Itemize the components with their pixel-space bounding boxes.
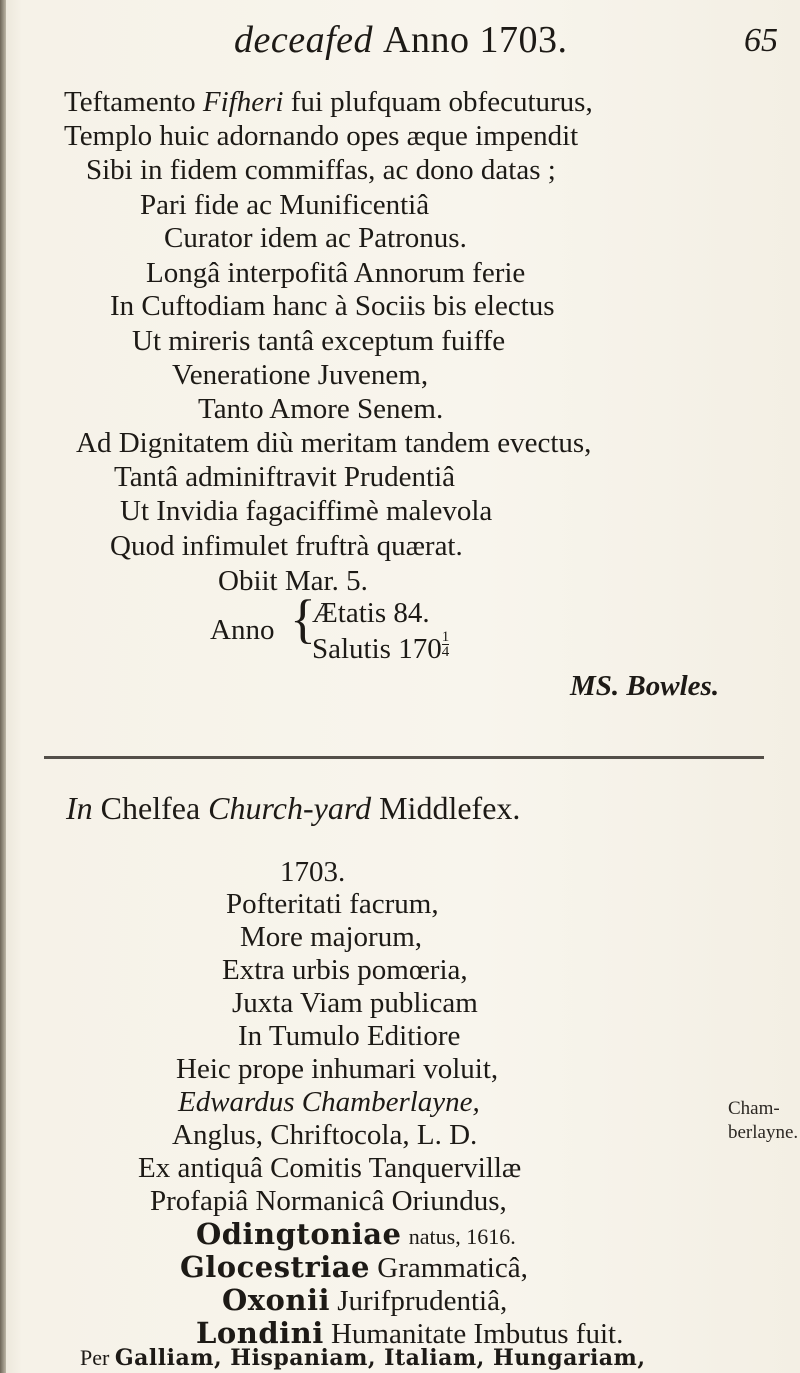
anno-label: Anno bbox=[210, 614, 275, 646]
epitaph-line-13: Ut Invidia fagaciffimè malevola bbox=[120, 495, 493, 527]
epitaph-line-12: Tantâ adminiftravit Prudentiâ bbox=[114, 461, 456, 493]
section-heading: In Chelfea Church-yard Middlefex. bbox=[66, 790, 521, 826]
page-number: 65 bbox=[744, 22, 778, 59]
aetatis-line: Ætatis 84. bbox=[312, 597, 430, 629]
epitaph-line-10: Tanto Amore Senem. bbox=[198, 393, 444, 425]
inscription-line-4: Juxta Viam publicam bbox=[232, 987, 478, 1019]
inscription-line-3: Extra urbis pomœria, bbox=[222, 954, 468, 986]
epitaph-line-6: Longâ interpofitâ Annorum ferie bbox=[146, 257, 526, 289]
epitaph-line-3: Sibi in fidem commiffas, ac dono datas ; bbox=[86, 154, 556, 186]
inscription-line-5: In Tumulo Editiore bbox=[238, 1020, 461, 1052]
inscription-line-12: Glocestriae Grammaticâ, bbox=[180, 1250, 528, 1284]
margin-note-line-1: Cham- bbox=[728, 1098, 780, 1119]
epitaph-line-4: Pari fide ac Munificentiâ bbox=[140, 189, 430, 221]
epitaph-line-5: Curator idem ac Patronus. bbox=[164, 222, 467, 254]
inscription-line-9: Ex antiquâ Comitis Tanquervillæ bbox=[138, 1152, 522, 1184]
section-divider bbox=[44, 756, 764, 759]
inscription-line-15: Per Galliam, Hispaniam, Italiam, Hungariam, bbox=[80, 1345, 646, 1371]
salutis-line: Salutis 170 $\frac{1}{4}$ bbox=[312, 629, 450, 665]
epitaph-line-1: Teftamento Fifheri fui plufquam obfecuturus, bbox=[64, 86, 593, 118]
inscription-line-11: Odingtoniae natus, 1616. bbox=[196, 1217, 516, 1251]
curly-brace-icon: { bbox=[290, 589, 316, 649]
fraction: $\frac{1}{4}$ bbox=[441, 629, 450, 660]
epitaph-line-8: Ut mireris tantâ exceptum fuiffe bbox=[132, 325, 506, 357]
inscription-line-14: Londini Humanitate Imbutus fuit. bbox=[196, 1316, 624, 1350]
epitaph-line-15: Obiit Mar. 5. bbox=[218, 565, 368, 597]
book-spine-shadow bbox=[0, 0, 6, 1373]
inscription-line-2: More majorum, bbox=[240, 921, 423, 953]
inscription-line-8: Anglus, Chriftocola, L. D. bbox=[172, 1119, 478, 1151]
running-head bbox=[0, 18, 800, 68]
epitaph-line-7: In Cuftodiam hanc à Sociis bis electus bbox=[110, 290, 555, 322]
inscription-year: 1703. bbox=[280, 856, 346, 888]
running-head-year: Anno 1703. bbox=[383, 19, 568, 61]
epitaph-line-2: Templo huic adornando opes æque impendit bbox=[64, 120, 579, 152]
margin-note-line-2: berlayne. bbox=[728, 1122, 799, 1143]
inscription-line-7: Edwardus Chamberlayne, bbox=[178, 1086, 480, 1118]
inscription-line-13: Oxonii Jurifprudentiâ, bbox=[222, 1283, 508, 1317]
inscription-line-1: Pofteritati facrum, bbox=[226, 888, 439, 920]
epitaph-line-14: Quod infimulet fruftrà quærat. bbox=[110, 530, 463, 562]
inscription-line-10: Profapiâ Normanicâ Oriundus, bbox=[150, 1185, 507, 1217]
inscription-line-6: Heic prope inhumari voluit, bbox=[176, 1053, 499, 1085]
running-head-italic: deceafed bbox=[234, 19, 374, 61]
epitaph-line-11: Ad Dignitatem diù meritam tandem evectus, bbox=[76, 427, 592, 459]
epitaph-line-9: Veneratione Juvenem, bbox=[172, 359, 429, 391]
source-attribution: MS. Bowles. bbox=[570, 670, 720, 702]
running-head-title bbox=[234, 18, 567, 62]
